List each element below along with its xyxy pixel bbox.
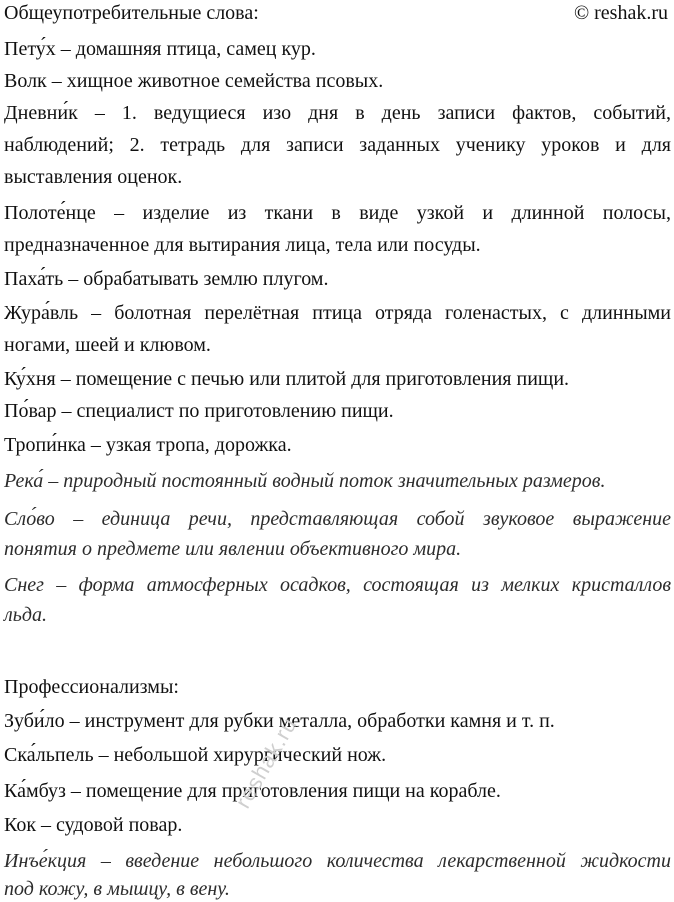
entry-slovo-line1: Сло́во – единица речи, представляющая собой звуковое выражение <box>4 508 671 530</box>
entry-inyektsiya-line2: под кожу, в мышцу, в вену. <box>4 878 230 900</box>
entry-kambuz: Ка́мбуз – помещение для приготовления пищи на корабле. <box>4 780 501 802</box>
entry-volk: Волк – хищное животное семейства псовых. <box>4 70 384 92</box>
diagonal-watermark: reshak.ru <box>230 712 303 813</box>
entry-sneg-line2: льда. <box>4 604 47 626</box>
entry-dnevnik-line1: Дневни́к – 1. ведущиеся изо дня в день записи фактов, событий, <box>4 102 671 124</box>
entry-zhuravl-line1: Жура́вль – болотная перелётная птица отряда голенастых, с длинными <box>4 302 671 324</box>
professionalisms-heading: Профессионализмы: <box>4 676 179 698</box>
entry-petukh: Пету́х – домашняя птица, самец кур. <box>4 38 316 60</box>
entry-kukhnya: Ку́хня – помещение с печью или плитой для приготовления пищи. <box>4 368 570 390</box>
entry-slovo-line2: понятия о предмете или явлении объективного мира. <box>4 538 462 560</box>
entry-tropinka: Тропи́нка – узкая тропа, дорожка. <box>4 434 292 456</box>
entry-dnevnik-line2: наблюдений; 2. тетрадь для записи заданных ученику уроков и для <box>4 134 671 156</box>
entry-dnevnik-line3: выставления оценок. <box>4 166 183 188</box>
entry-kok: Кок – судовой повар. <box>4 814 183 836</box>
common-words-heading: Общеупотребительные слова: <box>4 2 259 24</box>
entry-sneg-line1: Снег – форма атмосферных осадков, состоящая из мелких кристаллов <box>4 574 671 596</box>
entry-zubilo: Зуби́ло – инструмент для рубки металла, обработки камня и т. п. <box>4 710 555 732</box>
entry-pakhat: Паха́ть – обрабатывать землю плугом. <box>4 268 329 290</box>
entry-inyektsiya-line1: Инъе́кция – введение небольшого количества лекарственной жидкости <box>4 850 671 872</box>
entry-polotentse-line2: предназначенное для вытирания лица, тела или посуды. <box>4 234 481 256</box>
entry-reka: Река́ – природный постоянный водный поток значительных размеров. <box>4 470 606 492</box>
site-watermark: © reshak.ru <box>573 2 668 24</box>
entry-skalpel: Ска́льпель – небольшой хирургический нож. <box>4 744 387 766</box>
entry-zhuravl-line2: ногами, шеей и клювом. <box>4 334 211 356</box>
entry-polotentse-line1: Полоте́нце – изделие из ткани в виде узкой и длинной полосы, <box>4 202 671 224</box>
entry-povar: По́вар – специалист по приготовлению пищи. <box>4 400 394 422</box>
